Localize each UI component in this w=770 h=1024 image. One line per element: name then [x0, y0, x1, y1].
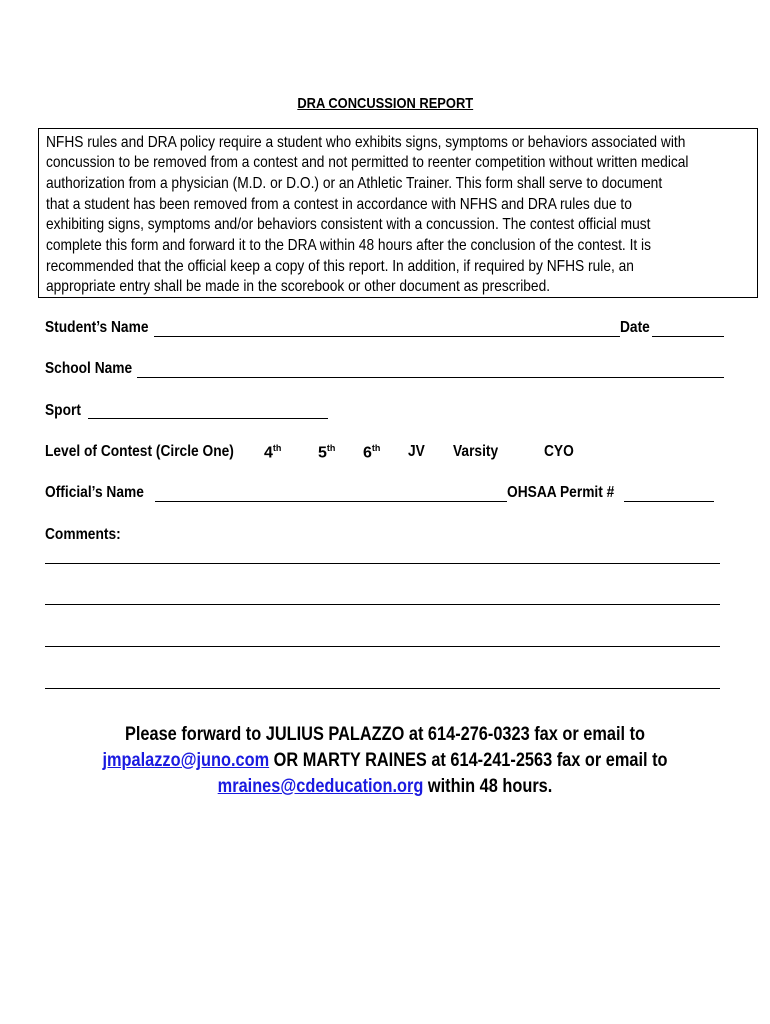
footer-line-3: mraines@cdeducation.org within 48 hours.: [217, 776, 553, 797]
comments-label: Comments:: [45, 526, 121, 543]
student-name-label: Student’s Name: [45, 319, 149, 336]
comments-line[interactable]: [45, 604, 720, 605]
level-option-6th[interactable]: 6th: [363, 443, 381, 462]
notice-line: complete this form and forward it to the DRA within 48 hours after the conclusion of the contest. It is: [46, 237, 651, 254]
forwarding-instructions: [0, 722, 770, 800]
date-label: Date: [620, 319, 650, 336]
sport-field[interactable]: [88, 418, 328, 419]
permit-field[interactable]: [624, 501, 714, 502]
notice-line: appropriate entry shall be made in the scorebook or other document as prescribed.: [46, 278, 551, 295]
footer-line-2: jmpalazzo@juno.com OR MARTY RAINES at 614-241-2563 fax or email to: [102, 750, 668, 771]
level-label: Level of Contest (Circle One): [45, 443, 234, 460]
comments-line[interactable]: [45, 646, 720, 647]
comments-line[interactable]: [45, 563, 720, 564]
notice-line: NFHS rules and DRA policy require a student who exhibits signs, symptoms or behaviors associated with: [46, 134, 686, 151]
notice-line: exhibiting signs, symptoms and/or behaviors consistent with a concussion. The contest official must: [46, 216, 651, 233]
official-name-field[interactable]: [155, 501, 507, 502]
official-name-label: Official’s Name: [45, 484, 144, 501]
level-option-5th[interactable]: 5th: [318, 443, 336, 462]
notice-line: concussion to be removed from a contest and not permitted to reenter competition without written medical: [46, 154, 689, 171]
report-title: DRA CONCUSSION REPORT: [297, 95, 473, 112]
date-field[interactable]: [652, 336, 724, 337]
permit-label: OHSAA Permit #: [507, 484, 615, 501]
email-link-raines[interactable]: mraines@cdeducation.org: [217, 776, 424, 797]
notice-line: that a student has been removed from a contest in accordance with NFHS and DRA rules due to: [46, 196, 632, 213]
email-link-palazzo[interactable]: jmpalazzo@juno.com: [102, 750, 270, 771]
notice-line: recommended that the official keep a copy of this report. In addition, if required by NFHS rule, an: [46, 258, 634, 275]
student-name-field[interactable]: [154, 336, 620, 337]
sport-label: Sport: [45, 402, 81, 419]
comments-line[interactable]: [45, 688, 720, 689]
level-option-varsity[interactable]: Varsity: [453, 443, 499, 460]
level-option-jv[interactable]: JV: [408, 443, 425, 460]
notice-line: authorization from a physician (M.D. or D.O.) or an Athletic Trainer. This form shall serve to document: [46, 175, 663, 192]
school-name-label: School Name: [45, 360, 133, 377]
level-option-4th[interactable]: 4th: [264, 443, 282, 462]
school-name-field[interactable]: [137, 377, 724, 378]
footer-line-1: Please forward to JULIUS PALAZZO at 614-276-0323 fax or email to: [124, 724, 646, 745]
policy-notice-box: [38, 128, 758, 298]
level-option-cyo[interactable]: CYO: [544, 443, 574, 460]
